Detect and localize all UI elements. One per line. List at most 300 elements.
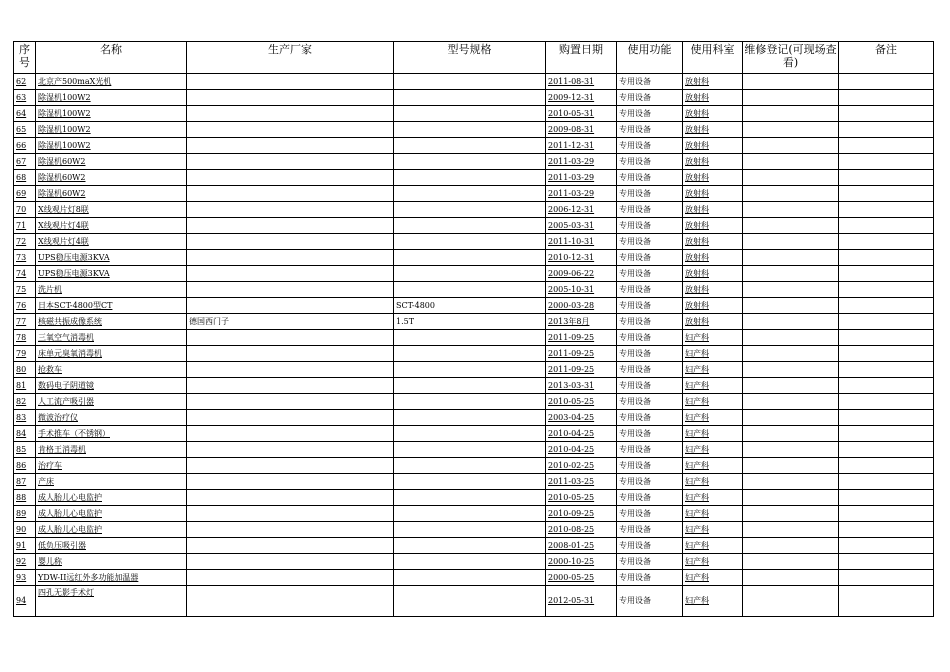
cell-seq bbox=[14, 74, 36, 90]
cell-date bbox=[546, 250, 617, 266]
cell-model bbox=[394, 234, 546, 250]
cell-date bbox=[546, 314, 617, 330]
cell-date bbox=[546, 90, 617, 106]
cell-name-text: 床单元臭氧消毒机 bbox=[38, 348, 102, 358]
cell-dept-text: 妇产科 bbox=[685, 444, 709, 454]
cell-maker bbox=[187, 154, 394, 170]
cell-seq bbox=[14, 90, 36, 106]
cell-seq bbox=[14, 330, 36, 346]
cell-date-text: 2010-05-31 bbox=[548, 108, 595, 118]
table-row bbox=[14, 298, 934, 314]
cell-seq bbox=[14, 170, 36, 186]
cell-maker bbox=[187, 362, 394, 378]
cell-dept bbox=[683, 90, 743, 106]
cell-seq-text: 83 bbox=[16, 412, 27, 422]
table-row bbox=[14, 442, 934, 458]
cell-note bbox=[839, 554, 934, 570]
cell-func bbox=[617, 538, 683, 554]
cell-func bbox=[617, 554, 683, 570]
header-seq: 序号 bbox=[14, 42, 36, 74]
cell-name-text: 洗片机 bbox=[38, 284, 62, 294]
header-name: 名称 bbox=[36, 42, 187, 74]
cell-name-text: 除湿机100W2 bbox=[38, 124, 91, 134]
cell-date bbox=[546, 74, 617, 90]
cell-name-text: X线观片灯4联 bbox=[38, 236, 89, 246]
cell-seq bbox=[14, 554, 36, 570]
cell-maker bbox=[187, 250, 394, 266]
cell-note bbox=[839, 138, 934, 154]
cell-seq-text: 69 bbox=[16, 188, 27, 198]
cell-date bbox=[546, 346, 617, 362]
cell-repair bbox=[743, 138, 839, 154]
cell-name-text: UPS稳压电源3KVA bbox=[38, 252, 110, 262]
cell-model bbox=[394, 394, 546, 410]
cell-seq-text: 90 bbox=[16, 524, 27, 534]
cell-func-text: 专用设备 bbox=[619, 524, 651, 534]
cell-note bbox=[839, 394, 934, 410]
cell-date bbox=[546, 330, 617, 346]
table-row bbox=[14, 490, 934, 506]
cell-seq-text: 70 bbox=[16, 204, 27, 214]
cell-seq bbox=[14, 426, 36, 442]
cell-dept bbox=[683, 298, 743, 314]
cell-name bbox=[36, 138, 187, 154]
cell-repair bbox=[743, 506, 839, 522]
cell-date bbox=[546, 202, 617, 218]
cell-func-text: 专用设备 bbox=[619, 156, 651, 166]
table-row bbox=[14, 186, 934, 202]
cell-maker bbox=[187, 506, 394, 522]
cell-repair bbox=[743, 522, 839, 538]
cell-name bbox=[36, 186, 187, 202]
cell-seq-text: 75 bbox=[16, 284, 27, 294]
cell-seq bbox=[14, 266, 36, 282]
cell-func bbox=[617, 490, 683, 506]
cell-date bbox=[546, 522, 617, 538]
cell-seq-text: 73 bbox=[16, 252, 27, 262]
cell-model bbox=[394, 106, 546, 122]
table-row bbox=[14, 266, 934, 282]
cell-name bbox=[36, 154, 187, 170]
cell-dept bbox=[683, 570, 743, 586]
cell-date-text: 2008-01-25 bbox=[548, 540, 595, 550]
cell-maker bbox=[187, 554, 394, 570]
cell-model bbox=[394, 266, 546, 282]
cell-seq-text: 79 bbox=[16, 348, 27, 358]
cell-date-text: 2000-05-25 bbox=[548, 572, 595, 582]
cell-name bbox=[36, 426, 187, 442]
cell-name bbox=[36, 170, 187, 186]
cell-name bbox=[36, 586, 187, 617]
cell-model bbox=[394, 458, 546, 474]
cell-model bbox=[394, 330, 546, 346]
cell-seq-text: 78 bbox=[16, 332, 27, 342]
cell-name bbox=[36, 362, 187, 378]
cell-name bbox=[36, 218, 187, 234]
header-func: 使用功能 bbox=[617, 42, 683, 74]
cell-seq bbox=[14, 442, 36, 458]
cell-name-text: 数码电子阴道镜 bbox=[38, 380, 94, 390]
cell-dept-text: 妇产科 bbox=[685, 492, 709, 502]
cell-date-text: 2010-05-25 bbox=[548, 492, 595, 502]
cell-name bbox=[36, 122, 187, 138]
cell-name bbox=[36, 554, 187, 570]
cell-dept-text: 妇产科 bbox=[685, 332, 709, 342]
cell-func bbox=[617, 90, 683, 106]
cell-model bbox=[394, 202, 546, 218]
cell-date-text: 2011-12-31 bbox=[548, 140, 595, 150]
cell-dept bbox=[683, 218, 743, 234]
cell-note bbox=[839, 170, 934, 186]
cell-name bbox=[36, 346, 187, 362]
cell-name-text: X线观片灯8联 bbox=[38, 204, 89, 214]
cell-dept bbox=[683, 362, 743, 378]
cell-seq-text: 65 bbox=[16, 124, 27, 134]
cell-name bbox=[36, 298, 187, 314]
cell-seq bbox=[14, 218, 36, 234]
cell-name bbox=[36, 506, 187, 522]
cell-seq bbox=[14, 234, 36, 250]
cell-name bbox=[36, 90, 187, 106]
cell-model bbox=[394, 378, 546, 394]
cell-func bbox=[617, 170, 683, 186]
cell-seq bbox=[14, 314, 36, 330]
cell-model bbox=[394, 122, 546, 138]
cell-name-text: 三氧空气消毒机 bbox=[38, 332, 94, 342]
cell-func bbox=[617, 458, 683, 474]
cell-dept-text: 放射科 bbox=[685, 156, 709, 166]
cell-name bbox=[36, 378, 187, 394]
cell-func-text: 专用设备 bbox=[619, 492, 651, 502]
header-note: 备注 bbox=[839, 42, 934, 74]
cell-note bbox=[839, 586, 934, 617]
cell-dept-text: 放射科 bbox=[685, 140, 709, 150]
cell-func-text: 专用设备 bbox=[619, 508, 651, 518]
table-row bbox=[14, 90, 934, 106]
cell-dept bbox=[683, 506, 743, 522]
cell-name-text: 低负压吸引器 bbox=[38, 540, 86, 550]
cell-repair bbox=[743, 474, 839, 490]
cell-func-text: 专用设备 bbox=[619, 140, 651, 150]
cell-maker bbox=[187, 266, 394, 282]
cell-date bbox=[546, 490, 617, 506]
cell-maker bbox=[187, 122, 394, 138]
cell-maker bbox=[187, 378, 394, 394]
cell-seq bbox=[14, 394, 36, 410]
cell-dept bbox=[683, 202, 743, 218]
cell-seq bbox=[14, 570, 36, 586]
cell-repair bbox=[743, 570, 839, 586]
cell-func-text: 专用设备 bbox=[619, 188, 651, 198]
cell-dept bbox=[683, 154, 743, 170]
cell-dept bbox=[683, 554, 743, 570]
cell-model bbox=[394, 570, 546, 586]
cell-date-text: 2011-08-31 bbox=[548, 76, 595, 86]
cell-name-text: YDW-II远红外多功能加温器 bbox=[38, 572, 139, 582]
cell-dept-text: 放射科 bbox=[685, 76, 709, 86]
header-dept: 使用科室 bbox=[683, 42, 743, 74]
cell-maker bbox=[187, 538, 394, 554]
cell-name-text: 抢救车 bbox=[38, 364, 62, 374]
cell-func bbox=[617, 362, 683, 378]
cell-dept bbox=[683, 490, 743, 506]
cell-repair bbox=[743, 74, 839, 90]
cell-date bbox=[546, 138, 617, 154]
table-row bbox=[14, 170, 934, 186]
cell-func-text: 专用设备 bbox=[619, 596, 651, 605]
cell-seq-text: 94 bbox=[16, 596, 27, 605]
cell-seq bbox=[14, 346, 36, 362]
table-row bbox=[14, 554, 934, 570]
cell-dept bbox=[683, 442, 743, 458]
cell-dept-text: 放射科 bbox=[685, 252, 709, 262]
table-row bbox=[14, 506, 934, 522]
cell-func bbox=[617, 218, 683, 234]
cell-func bbox=[617, 442, 683, 458]
cell-func-text: 专用设备 bbox=[619, 396, 651, 406]
cell-model bbox=[394, 186, 546, 202]
cell-model bbox=[394, 538, 546, 554]
cell-name-text: 除湿机100W2 bbox=[38, 140, 91, 150]
table-row bbox=[14, 154, 934, 170]
cell-func-text: 专用设备 bbox=[619, 92, 651, 102]
cell-model bbox=[394, 314, 546, 330]
cell-name bbox=[36, 314, 187, 330]
cell-model bbox=[394, 490, 546, 506]
cell-seq-text: 84 bbox=[16, 428, 27, 438]
cell-model bbox=[394, 170, 546, 186]
cell-name bbox=[36, 266, 187, 282]
cell-seq bbox=[14, 250, 36, 266]
cell-date bbox=[546, 442, 617, 458]
cell-model bbox=[394, 298, 546, 314]
cell-name-text: 微波治疗仪 bbox=[38, 412, 78, 422]
cell-name-text: 核磁共振成像系统 bbox=[38, 316, 102, 326]
cell-func bbox=[617, 394, 683, 410]
cell-dept-text: 妇产科 bbox=[685, 380, 709, 390]
cell-dept bbox=[683, 410, 743, 426]
cell-seq bbox=[14, 458, 36, 474]
cell-date bbox=[546, 570, 617, 586]
cell-note bbox=[839, 426, 934, 442]
cell-date-text: 2010-04-25 bbox=[548, 444, 595, 454]
cell-dept-text: 妇产科 bbox=[685, 428, 709, 438]
cell-func-text: 专用设备 bbox=[619, 108, 651, 118]
cell-name-text: 除湿机60W2 bbox=[38, 172, 86, 182]
cell-repair bbox=[743, 218, 839, 234]
cell-note bbox=[839, 410, 934, 426]
cell-func bbox=[617, 154, 683, 170]
cell-name-text: 成人胎儿心电监护 bbox=[38, 508, 102, 518]
cell-name-text: UPS稳压电源3KVA bbox=[38, 268, 110, 278]
cell-date bbox=[546, 474, 617, 490]
cell-func-text: 专用设备 bbox=[619, 348, 651, 358]
cell-func-text: 专用设备 bbox=[619, 220, 651, 230]
cell-model bbox=[394, 154, 546, 170]
cell-name bbox=[36, 330, 187, 346]
cell-name-text: 日本SCT-4800型CT bbox=[38, 300, 113, 310]
cell-name-text: 成人胎儿心电监护 bbox=[38, 492, 102, 502]
cell-seq-text: 85 bbox=[16, 444, 27, 454]
cell-name-text: 成人胎儿心电监护 bbox=[38, 524, 102, 534]
table-row bbox=[14, 346, 934, 362]
cell-dept bbox=[683, 122, 743, 138]
cell-repair bbox=[743, 426, 839, 442]
cell-date bbox=[546, 234, 617, 250]
cell-date-text: 2000-10-25 bbox=[548, 556, 595, 566]
cell-func bbox=[617, 426, 683, 442]
cell-model bbox=[394, 250, 546, 266]
cell-dept bbox=[683, 330, 743, 346]
cell-dept-text: 妇产科 bbox=[685, 556, 709, 566]
cell-func bbox=[617, 282, 683, 298]
cell-seq bbox=[14, 474, 36, 490]
cell-func bbox=[617, 570, 683, 586]
cell-seq-text: 89 bbox=[16, 508, 27, 518]
table-row bbox=[14, 138, 934, 154]
cell-date-text: 2005-03-31 bbox=[548, 220, 595, 230]
cell-date bbox=[546, 186, 617, 202]
cell-date bbox=[546, 122, 617, 138]
cell-maker bbox=[187, 586, 394, 617]
cell-seq bbox=[14, 138, 36, 154]
cell-note bbox=[839, 522, 934, 538]
cell-date bbox=[546, 538, 617, 554]
cell-func bbox=[617, 346, 683, 362]
cell-dept-text: 妇产科 bbox=[685, 540, 709, 550]
cell-maker bbox=[187, 522, 394, 538]
cell-repair bbox=[743, 458, 839, 474]
cell-name bbox=[36, 250, 187, 266]
cell-name-text: 产床 bbox=[38, 476, 54, 486]
cell-func bbox=[617, 522, 683, 538]
cell-name bbox=[36, 474, 187, 490]
cell-maker bbox=[187, 474, 394, 490]
cell-repair bbox=[743, 554, 839, 570]
cell-maker bbox=[187, 218, 394, 234]
cell-model bbox=[394, 426, 546, 442]
cell-name-text: 婴儿称 bbox=[38, 556, 62, 566]
cell-note bbox=[839, 538, 934, 554]
table-row bbox=[14, 218, 934, 234]
cell-date-text: 2011-09-25 bbox=[548, 364, 595, 374]
cell-date-text: 2011-10-31 bbox=[548, 236, 595, 246]
cell-seq-text: 88 bbox=[16, 492, 27, 502]
cell-name-text: 四孔无影手术灯 bbox=[38, 588, 94, 597]
cell-model bbox=[394, 586, 546, 617]
cell-note bbox=[839, 202, 934, 218]
cell-maker bbox=[187, 138, 394, 154]
cell-maker bbox=[187, 410, 394, 426]
cell-maker bbox=[187, 346, 394, 362]
cell-seq bbox=[14, 362, 36, 378]
cell-dept-text: 妇产科 bbox=[685, 460, 709, 470]
cell-maker bbox=[187, 394, 394, 410]
cell-seq-text: 64 bbox=[16, 108, 27, 118]
cell-seq bbox=[14, 106, 36, 122]
cell-repair bbox=[743, 346, 839, 362]
cell-func bbox=[617, 202, 683, 218]
cell-repair bbox=[743, 378, 839, 394]
cell-maker bbox=[187, 442, 394, 458]
cell-date-text: 2010-04-25 bbox=[548, 428, 595, 438]
cell-dept bbox=[683, 186, 743, 202]
cell-note bbox=[839, 282, 934, 298]
cell-dept-text: 放射科 bbox=[685, 268, 709, 278]
table-row bbox=[14, 394, 934, 410]
cell-repair bbox=[743, 250, 839, 266]
cell-date-text: 2010-08-25 bbox=[548, 524, 595, 534]
cell-date bbox=[546, 394, 617, 410]
cell-date-text: 2010-09-25 bbox=[548, 508, 595, 518]
cell-repair bbox=[743, 186, 839, 202]
cell-dept bbox=[683, 250, 743, 266]
cell-date bbox=[546, 218, 617, 234]
cell-name bbox=[36, 570, 187, 586]
cell-dept bbox=[683, 538, 743, 554]
cell-func bbox=[617, 234, 683, 250]
cell-dept-text: 妇产科 bbox=[685, 596, 709, 605]
cell-maker bbox=[187, 234, 394, 250]
cell-seq bbox=[14, 506, 36, 522]
header-repair: 维修登记(可现场查看) bbox=[743, 42, 839, 74]
cell-dept bbox=[683, 234, 743, 250]
cell-maker bbox=[187, 490, 394, 506]
cell-model bbox=[394, 442, 546, 458]
cell-func bbox=[617, 250, 683, 266]
cell-func-text: 专用设备 bbox=[619, 428, 651, 438]
cell-date bbox=[546, 282, 617, 298]
cell-func bbox=[617, 266, 683, 282]
cell-seq bbox=[14, 522, 36, 538]
cell-repair bbox=[743, 538, 839, 554]
cell-name-text: 北京产500maX光机 bbox=[38, 76, 112, 86]
cell-note bbox=[839, 362, 934, 378]
cell-func-text: 专用设备 bbox=[619, 476, 651, 486]
cell-seq-text: 86 bbox=[16, 460, 27, 470]
cell-note bbox=[839, 90, 934, 106]
cell-model bbox=[394, 410, 546, 426]
cell-dept-text: 放射科 bbox=[685, 284, 709, 294]
cell-model bbox=[394, 138, 546, 154]
header-maker: 生产厂家 bbox=[187, 42, 394, 74]
cell-date-text: 2009-08-31 bbox=[548, 124, 595, 134]
cell-name bbox=[36, 202, 187, 218]
cell-maker bbox=[187, 202, 394, 218]
cell-repair bbox=[743, 266, 839, 282]
cell-seq-text: 77 bbox=[16, 316, 27, 326]
cell-repair bbox=[743, 490, 839, 506]
cell-func-text: 专用设备 bbox=[619, 572, 651, 582]
cell-seq bbox=[14, 538, 36, 554]
cell-dept bbox=[683, 378, 743, 394]
cell-func bbox=[617, 186, 683, 202]
cell-dept-text: 放射科 bbox=[685, 316, 709, 326]
cell-date-text: 2011-03-29 bbox=[548, 156, 595, 166]
cell-model bbox=[394, 522, 546, 538]
cell-date bbox=[546, 586, 617, 617]
cell-dept-text: 妇产科 bbox=[685, 412, 709, 422]
cell-func-text: 专用设备 bbox=[619, 76, 651, 86]
cell-note bbox=[839, 266, 934, 282]
cell-seq-text: 72 bbox=[16, 236, 27, 246]
cell-func bbox=[617, 138, 683, 154]
cell-dept-text: 放射科 bbox=[685, 108, 709, 118]
cell-repair bbox=[743, 106, 839, 122]
table-row bbox=[14, 426, 934, 442]
cell-model bbox=[394, 474, 546, 490]
cell-name-text: 治疗车 bbox=[38, 460, 62, 470]
